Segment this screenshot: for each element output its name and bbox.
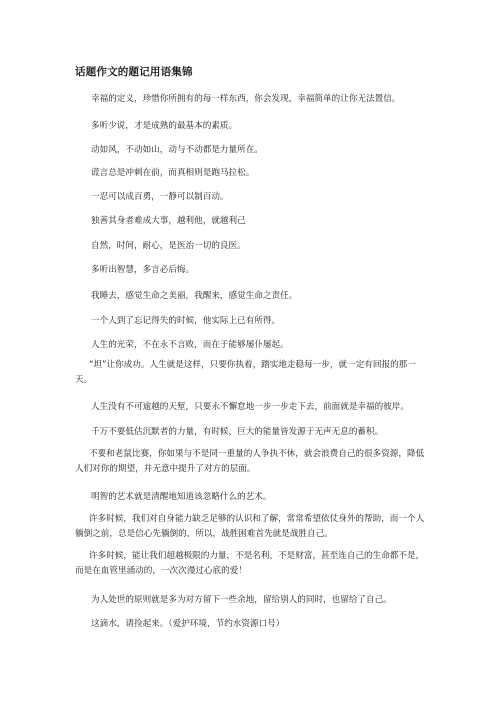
paragraph: 为人处世的原则就是多为对方留下一些余地，留给别人的同时，也留给了自己。 — [91, 595, 392, 605]
paragraph: 多听少说，才是成熟的最基本的素质。 — [91, 121, 238, 131]
paragraph: 一忍可以成百勇，一静可以制百动。 — [91, 192, 229, 202]
paragraph: 许多时候，我们对自身能力缺乏足够的认识和了解，常常希望依仗身外的帮助，而一个人躺倒之前，总是信心先躺倒的，所以，战胜困难首先就是战胜自己。 — [75, 514, 425, 539]
document-title: 话题作文的题记用语集锦 — [75, 66, 193, 78]
paragraph: 动如风，不动如山，动与不动都是力量所在。 — [91, 145, 263, 155]
paragraph: 不要和老鼠比赛，你如果与不是同一重量的人争执不休，就会浪费自己的很多资源，降低人们对你的期望，并无意中提升了对方的层面。 — [75, 449, 425, 474]
paragraph: 谎言总是冲刺在前，而真相则是跑马拉松。 — [91, 168, 255, 178]
paragraph: 自然，时间，耐心，是医治一切的良医。 — [91, 241, 246, 251]
paragraph: 千万不要低估沉默者的力量，有时候，巨大的能量皆发源于无声无息的蓄积。 — [91, 427, 384, 437]
paragraph: 许多时候，能让我们超越极限的力量，不是名利，不是财富，甚至连自己的生命都不是，而是在血管里涌动的，一次次漫过心底的爱！ — [75, 551, 425, 576]
paragraph: “坦”让你成功。人生就是这样，只要你执着，踏实地走稳每一步，就一定有回报的那一天。 — [75, 360, 416, 385]
paragraph: 一个人到了忘记得失的时候，他实际上已有所得。 — [91, 316, 281, 326]
paragraph: 这滴水，请捡起来。（爱护环境，节约水资源口号） — [91, 619, 285, 629]
paragraph: 人生的光荣，不在永不言败，而在于能够屡仆屡起。 — [91, 340, 289, 350]
paragraph: 明智的艺术就是清醒地知道该忽略什么的艺术。 — [91, 492, 272, 502]
paragraph: 我睡去，感觉生命之美丽，我醒来，感觉生命之责任。 — [91, 291, 298, 301]
paragraph: 多听出智慧，多言必后悔。 — [91, 265, 195, 275]
paragraph: 人生没有不可逾越的天堑，只要永不懈怠地一步一步走下去，前面就是幸福的彼岸。 — [91, 402, 409, 412]
paragraph: 幸福的定义，珍惜你所拥有的每一样东西，你会发现，幸福简单的让你无法置信。 — [91, 94, 401, 104]
paragraph: 独善其身者难成大事，越利他，就越利己 — [91, 216, 246, 226]
